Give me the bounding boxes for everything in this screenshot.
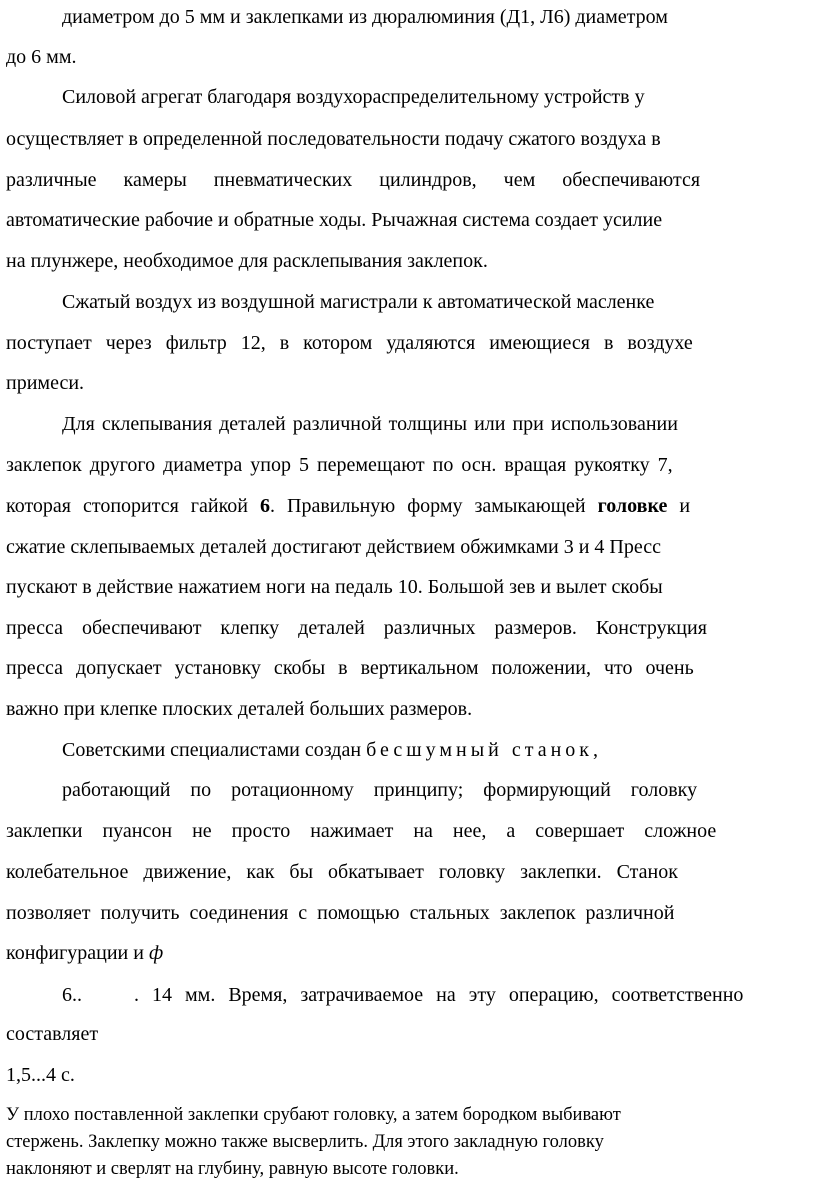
text-line: Советскими специалистами создан бесшумный станок, [62, 739, 599, 761]
text-line: 6.. . 14 мм. Время, затрачиваемое на эту операцию, соответственно [62, 984, 744, 1006]
text-line: работающий по ротационному принципу; формирующий головку [62, 779, 698, 801]
text-line: заклепки пуансон не просто нажимает на нее, а совершает сложное [6, 820, 717, 842]
text-line: наклоняют и сверлят на глубину, равную высоте головки. [6, 1159, 459, 1179]
text-line: Силовой агрегат благодаря воздухораспределительному устройств у [62, 86, 645, 108]
text-line: У плохо поставленной заклепки срубают головку, а затем бородком выбивают [6, 1105, 621, 1125]
text-line: диаметром до 5 мм и заклепками из дюралюминия (Д1, Л6) диаметром [62, 6, 668, 28]
text-line: пускают в действие нажатием ноги на педаль 10. Большой зев и вылет скобы [6, 576, 663, 598]
text-line: позволяет получить соединения с помощью стальных заклепок различной [6, 902, 675, 924]
text-line: колебательное движение, как бы обкатывает головку заклепки. Станок [6, 861, 678, 883]
italic-symbol: ф [148, 942, 164, 964]
text-line: поступает через фильтр 12, в котором удаляются имеющиеся в воздухе [6, 332, 693, 354]
text-line: различные камеры пневматических цилиндров, чем обеспечиваются [6, 169, 701, 191]
text-line: автоматические рабочие и обратные ходы. Рычажная система создает усилие [6, 209, 663, 231]
text-line: заклепок другого диаметра упор 5 перемещают по осн. вращая рукоятку 7, [6, 454, 673, 476]
text-line: до 6 мм. [6, 46, 77, 68]
spaced-text: бесшумный станок [366, 739, 594, 761]
text-line: на плунжере, необходимое для расклепывания заклепок. [6, 250, 488, 272]
text-line: пресса обеспечивают клепку деталей различных размеров. Конструкция [6, 617, 707, 639]
bold-number: 6 [260, 495, 270, 517]
text-line: примеси. [6, 372, 85, 394]
text-line: сжатие склепываемых деталей достигают действием обжимками 3 и 4 Пресс [6, 536, 661, 558]
text-line: которая стопорится гайкой 6. Правильную форму замыкающей головке и [6, 495, 691, 517]
bold-word: головке [597, 495, 668, 517]
text-line: конфигурации и ф [6, 942, 164, 964]
text-line: Для склепывания деталей различной толщины или при использовании [62, 413, 678, 435]
text-line: стержень. Заклепку можно также высверлить. Для этого закладную головку [6, 1132, 604, 1152]
text-line: составляет [6, 1023, 99, 1045]
text-line: Сжатый воздух из воздушной магистрали к автоматической масленке [62, 291, 655, 313]
text-line: осуществляет в определенной последовательности подачу сжатого воздуха в [6, 128, 661, 150]
text-line: важно при клепке плоских деталей больших размеров. [6, 698, 473, 720]
text-line: пресса допускает установку скобы в вертикальном положении, что очень [6, 657, 694, 679]
text-line: 1,5...4 с. [6, 1064, 75, 1086]
